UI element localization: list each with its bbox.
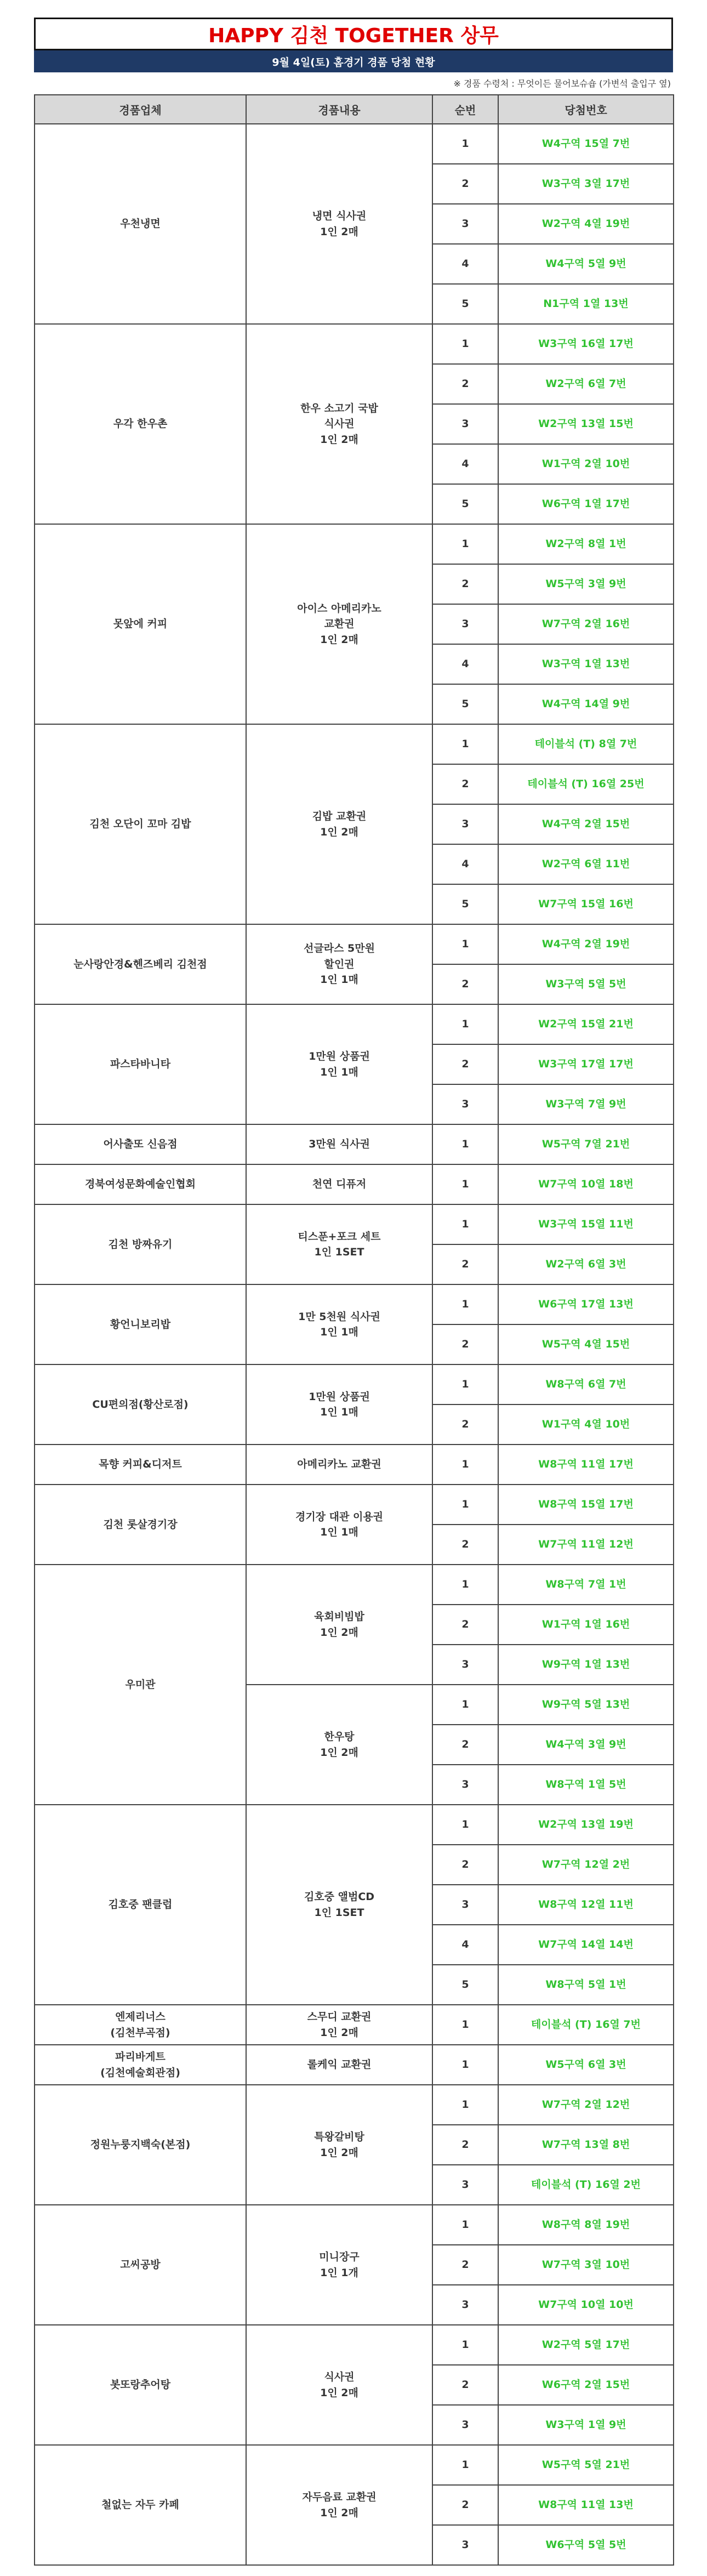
winning-seat-cell: W2구역 6열 3번 [498,1244,674,1284]
table-row [35,2325,674,2365]
prize-content-line: 1인 1SET [314,1246,364,1258]
draw-order-cell: 1 [432,2045,498,2085]
draw-order-cell: 2 [432,1605,498,1645]
vendor-name-line: 김천 오단이 꼬마 김밥 [89,818,191,831]
winning-seat-cell: W2구역 6열 11번 [498,844,674,884]
draw-order-cell: 3 [432,404,498,444]
draw-order-cell: 1 [432,1364,498,1404]
prize-content-cell [246,2045,432,2085]
prize-content-line: 육회비빔밥 [314,1611,364,1623]
winning-seat-cell: W9구역 1열 13번 [498,1645,674,1685]
table-row [35,1164,674,1204]
table-row [35,1124,674,1164]
winning-seat-cell: W7구역 14열 14번 [498,1925,674,1965]
winning-seat-cell: W7구역 15열 16번 [498,884,674,924]
vendor-cell [35,2325,246,2445]
winning-seat-cell: W2구역 15열 21번 [498,1004,674,1044]
draw-order-cell: 2 [432,1725,498,1765]
winning-seat-cell: W8구역 5열 1번 [498,1965,674,2005]
prize-content-line: 한우 소고기 국밥 [300,402,378,414]
vendor-name-line: 봇또랑추어탕 [110,2379,171,2391]
draw-order-cell: 1 [432,1805,498,1845]
vendor-name-line: (김천부곡점) [110,2026,170,2039]
draw-order-cell: 1 [432,2005,498,2045]
draw-order-cell: 3 [432,804,498,844]
draw-order-cell: 1 [432,2085,498,2125]
prize-content-line: 1인 2매 [320,225,358,238]
winning-seat-cell: W5구역 5열 21번 [498,2445,674,2485]
draw-order-cell: 2 [432,2245,498,2285]
prize-content-line: 1인 1SET [314,1906,364,1919]
prize-content-line: 김밥 교환권 [312,810,367,822]
prize-content-line: 식사권 [324,2371,355,2383]
draw-order-cell: 5 [432,1965,498,2005]
draw-order-cell: 5 [432,484,498,524]
draw-order-cell: 2 [432,1404,498,1445]
winning-seat-cell: N1구역 1열 13번 [498,284,674,324]
draw-order-cell: 3 [432,1765,498,1805]
prize-content-line: 롤케익 교환권 [307,2058,372,2071]
winning-seat-cell: W3구역 1열 13번 [498,644,674,684]
prize-content-line: 티스푼+포크 세트 [298,1230,381,1243]
vendor-cell [35,324,246,524]
draw-order-cell: 2 [432,1525,498,1565]
draw-order-cell: 3 [432,604,498,644]
vendor-cell [35,124,246,324]
vendor-cell [35,1164,246,1204]
table-row [35,524,674,564]
vendor-cell [35,2045,246,2085]
prize-content-line: 1만원 상품권 [309,1050,370,1062]
draw-order-cell: 4 [432,1925,498,1965]
prize-content-cell [246,124,432,324]
vendor-cell [35,1204,246,1284]
prize-content-line: 1인 1매 [320,1326,358,1338]
vendor-cell [35,1805,246,2005]
prize-content-cell [246,1364,432,1445]
prize-content-line: 1인 2매 [320,2146,358,2159]
table-row [35,2445,674,2485]
draw-order-cell: 1 [432,2205,498,2245]
prize-content-line: 1인 2매 [320,2026,358,2039]
winning-seat-cell: W9구역 5열 13번 [498,1685,674,1725]
draw-order-cell: 1 [432,524,498,564]
table-row [35,2045,674,2085]
prize-content-line: 할인권 [324,958,355,970]
prize-content-line: 1인 2매 [320,633,358,646]
winning-seat-cell: W8구역 1열 5번 [498,1765,674,1805]
prize-content-line: 아이스 아메리카노 [297,602,381,615]
prize-content-cell [246,324,432,524]
winning-seat-cell: W6구역 17열 13번 [498,1284,674,1324]
winning-seat-cell: W3구역 7열 9번 [498,1084,674,1124]
draw-order-cell: 4 [432,244,498,284]
winning-seat-cell: W6구역 5열 5번 [498,2525,674,2565]
prize-content-line: 1인 1매 [320,1406,358,1418]
prize-content-cell [246,2325,432,2445]
winning-seat-cell: W4구역 14열 9번 [498,684,674,724]
prize-content-line: 1인 2매 [320,826,358,838]
vendor-name-line: 고씨공방 [120,2259,161,2271]
prize-content-line: 한우탕 [324,1731,355,1743]
draw-order-cell: 5 [432,884,498,924]
prize-content-cell [246,924,432,1004]
vendor-name-line: (김천예술회관점) [100,2066,180,2079]
prize-content-line: 1인 2매 [320,1746,358,1759]
table-row [35,1204,674,1244]
winning-seat-cell: W7구역 2열 12번 [498,2085,674,2125]
table-row [35,1284,674,1324]
prize-content-line: 교환권 [324,618,355,630]
draw-order-cell: 2 [432,164,498,204]
winning-seat-cell: W4구역 15열 7번 [498,124,674,164]
prize-content-cell [246,1204,432,1284]
prize-content-cell [246,2205,432,2325]
vendor-cell [35,1364,246,1445]
draw-order-cell: 3 [432,1645,498,1685]
winning-seat-cell: 테이블석 (T) 8열 7번 [498,724,674,764]
winning-seat-cell: W3구역 16열 17번 [498,324,674,364]
draw-order-cell: 4 [432,444,498,484]
winning-seat-cell: W3구역 3열 17번 [498,164,674,204]
winning-seat-cell: W5구역 4열 15번 [498,1324,674,1364]
winning-seat-cell: W2구역 4열 19번 [498,204,674,244]
vendor-name-line: 파리바게트 [115,2051,166,2063]
prize-content-cell [246,1565,432,1685]
draw-order-cell: 1 [432,1284,498,1324]
draw-order-cell: 2 [432,1044,498,1084]
vendor-name-line: 철없는 자두 카페 [101,2499,179,2511]
vendor-name-line: 못앞에 커피 [113,618,168,630]
vendor-cell [35,924,246,1004]
draw-order-cell: 1 [432,724,498,764]
draw-order-cell: 1 [432,1685,498,1725]
vendor-cell [35,2445,246,2565]
vendor-cell [35,1284,246,1364]
table-row [35,1364,674,1404]
winning-seat-cell: W3구역 15열 11번 [498,1204,674,1244]
draw-order-cell: 1 [432,2445,498,2485]
prize-content-cell [246,1805,432,2005]
table-row [35,124,674,164]
prize-content-line: 1인 1매 [320,1526,358,1538]
draw-order-cell: 3 [432,2405,498,2445]
prize-content-cell [246,2445,432,2565]
winning-seat-cell: W5구역 6열 3번 [498,2045,674,2085]
table-row [35,2085,674,2125]
winning-seat-cell: W4구역 2열 15번 [498,804,674,844]
table-body [35,124,674,2565]
draw-order-cell: 2 [432,1324,498,1364]
prize-content-line: 1인 1매 [320,1066,358,1078]
prize-content-cell [246,2005,432,2045]
draw-order-cell: 1 [432,1565,498,1605]
draw-order-cell: 3 [432,2165,498,2205]
table-row [35,1565,674,1605]
prize-content-line: 경기장 대관 이용권 [295,1510,384,1523]
vendor-cell [35,1485,246,1565]
winning-seat-cell: W8구역 11열 13번 [498,2485,674,2525]
winning-seat-cell: W2구역 6열 7번 [498,364,674,404]
winning-seat-cell: W7구역 2열 16번 [498,604,674,644]
event-subtitle: 9월 4일(토) 홈경기 경품 당첨 현황 [34,50,673,72]
vendor-name-line: 정원누룽지백숙(본점) [90,2139,191,2151]
prize-content-line: 아메리카노 교환권 [297,1458,381,1471]
prize-content-line: 천연 디퓨저 [312,1178,367,1191]
prize-content-cell [246,724,432,924]
draw-order-cell: 3 [432,2285,498,2325]
table-row [35,924,674,964]
winning-seat-cell: W1구역 1열 16번 [498,1605,674,1645]
prize-content-line: 1인 2매 [320,2386,358,2399]
draw-order-cell: 1 [432,1204,498,1244]
vendor-name-line: 김천 롯살경기장 [103,1518,178,1531]
winning-seat-cell: W6구역 1열 17번 [498,484,674,524]
draw-order-cell: 2 [432,364,498,404]
vendor-cell [35,724,246,924]
prize-content-cell [246,1004,432,1124]
draw-order-cell: 2 [432,964,498,1004]
prize-content-cell [246,1685,432,1805]
prize-content-line: 1만 5천원 식사권 [298,1310,380,1323]
table-row [35,1485,674,1525]
column-header-order: 순번 [432,95,498,124]
vendor-cell [35,1004,246,1124]
table-row [35,2205,674,2245]
draw-order-cell: 2 [432,1244,498,1284]
winning-seat-cell: W8구역 7열 1번 [498,1565,674,1605]
prize-content-cell [246,1445,432,1485]
prize-content-line: 1인 2매 [320,2506,358,2519]
draw-order-cell: 1 [432,1004,498,1044]
prize-content-line: 1인 2매 [320,1626,358,1639]
prize-winners-table [34,94,674,2566]
draw-order-cell: 2 [432,2365,498,2405]
prize-content-cell [246,2085,432,2205]
vendor-name-line: 경북여성문화예술인협회 [85,1178,196,1191]
vendor-cell [35,1124,246,1164]
winning-seat-cell: W2구역 5열 17번 [498,2325,674,2365]
winning-seat-cell: W4구역 5열 9번 [498,244,674,284]
winning-seat-cell: W8구역 12열 11번 [498,1885,674,1925]
winning-seat-cell: 테이블석 (T) 16열 7번 [498,2005,674,2045]
draw-order-cell: 1 [432,1164,498,1204]
draw-order-cell: 3 [432,1084,498,1124]
vendor-cell [35,524,246,724]
prize-content-line: 식사권 [324,418,355,430]
winning-seat-cell: W7구역 10열 18번 [498,1164,674,1204]
vendor-name-line: 어사출또 신음점 [103,1138,178,1151]
page-title: HAPPY 김천 TOGETHER 상무 [34,18,673,50]
prize-content-cell [246,1284,432,1364]
vendor-cell [35,1565,246,1805]
winning-seat-cell: W7구역 3열 10번 [498,2245,674,2285]
winning-seat-cell: W7구역 13열 8번 [498,2125,674,2165]
draw-order-cell: 4 [432,844,498,884]
winning-seat-cell: W8구역 6열 7번 [498,1364,674,1404]
draw-order-cell: 5 [432,284,498,324]
prize-content-line: 1만원 상품권 [309,1390,370,1403]
prize-content-cell [246,524,432,724]
draw-order-cell: 1 [432,1445,498,1485]
prize-content-line: 선글라스 5만원 [304,942,375,955]
draw-order-cell: 3 [432,204,498,244]
prize-content-line: 김호중 앨범CD [304,1891,375,1903]
draw-order-cell: 1 [432,1485,498,1525]
column-header-winner: 당첨번호 [498,95,674,124]
draw-order-cell: 3 [432,2525,498,2565]
table-row [35,724,674,764]
prize-content-line: 1인 1개 [320,2266,358,2279]
draw-order-cell: 1 [432,124,498,164]
prize-content-line: 3만원 식사권 [309,1138,370,1151]
vendor-name-line: 목향 커피&디저트 [99,1458,182,1471]
winning-seat-cell: W7구역 11열 12번 [498,1525,674,1565]
draw-order-cell: 2 [432,764,498,804]
winning-seat-cell: W1구역 4열 10번 [498,1404,674,1445]
winning-seat-cell: W5구역 3열 9번 [498,564,674,604]
winning-seat-cell: W3구역 1열 9번 [498,2405,674,2445]
winning-seat-cell: 테이블석 (T) 16열 25번 [498,764,674,804]
winning-seat-cell: W3구역 17열 17번 [498,1044,674,1084]
vendor-name-line: 파스타바니타 [110,1058,171,1071]
winning-seat-cell: W8구역 11열 17번 [498,1445,674,1485]
vendor-name-line: 엔제리너스 [115,2011,166,2023]
column-header-prize: 경품내용 [246,95,432,124]
vendor-name-line: 김천 방짜유기 [108,1238,173,1250]
draw-order-cell: 1 [432,324,498,364]
draw-order-cell: 1 [432,924,498,964]
prize-content-line: 특왕갈비탕 [314,2131,364,2143]
prize-content-cell [246,1485,432,1565]
vendor-name-line: 우미관 [125,1678,156,1691]
winning-seat-cell: W2구역 13열 15번 [498,404,674,444]
table-row [35,1004,674,1044]
prize-content-line: 냉면 식사권 [312,210,367,222]
prize-content-line: 1인 2매 [320,433,358,446]
vendor-cell [35,1445,246,1485]
draw-order-cell: 5 [432,684,498,724]
draw-order-cell: 4 [432,644,498,684]
prize-content-line: 미니장구 [319,2251,360,2263]
draw-order-cell: 3 [432,1885,498,1925]
table-row [35,324,674,364]
prize-content-line: 1인 1매 [320,974,358,986]
draw-order-cell: 2 [432,564,498,604]
vendor-name-line: CU편의점(황산로점) [92,1398,189,1411]
pickup-note: ※ 경품 수령처 : 무엇이든 물어보슈숍 (가변석 출입구 옆) [453,78,671,89]
prize-content-cell [246,1124,432,1164]
prize-content-cell [246,1164,432,1204]
winning-seat-cell: W8구역 15열 17번 [498,1485,674,1525]
winning-seat-cell: W5구역 7열 21번 [498,1124,674,1164]
vendor-name-line: 김호중 팬클럽 [108,1898,173,1911]
vendor-cell [35,2085,246,2205]
vendor-name-line: 우천냉면 [120,218,161,230]
column-header-vendor: 경품업체 [35,95,246,124]
winning-seat-cell: W6구역 2열 15번 [498,2365,674,2405]
winning-seat-cell: 테이블석 (T) 16열 2번 [498,2165,674,2205]
table-row [35,1805,674,1845]
draw-order-cell: 1 [432,2325,498,2365]
winning-seat-cell: W3구역 5열 5번 [498,964,674,1004]
draw-order-cell: 2 [432,2125,498,2165]
vendor-name-line: 눈사랑안경&헨즈베리 김천점 [73,958,207,970]
vendor-cell [35,2205,246,2325]
vendor-name-line: 황언니보리밥 [110,1318,171,1330]
draw-order-cell: 2 [432,2485,498,2525]
table-header-row [35,95,674,124]
winning-seat-cell: W8구역 8열 19번 [498,2205,674,2245]
prize-content-line: 자두음료 교환권 [302,2491,377,2503]
winning-seat-cell: W4구역 2열 19번 [498,924,674,964]
winning-seat-cell: W7구역 12열 2번 [498,1845,674,1885]
draw-order-cell: 2 [432,1845,498,1885]
draw-order-cell: 1 [432,1124,498,1164]
vendor-name-line: 우각 한우촌 [113,418,168,430]
winning-seat-cell: W2구역 8열 1번 [498,524,674,564]
winning-seat-cell: W2구역 13열 19번 [498,1805,674,1845]
table-row [35,1445,674,1485]
winning-seat-cell: W1구역 2열 10번 [498,444,674,484]
vendor-cell [35,2005,246,2045]
winning-seat-cell: W4구역 3열 9번 [498,1725,674,1765]
prize-content-line: 스무디 교환권 [307,2011,372,2023]
winning-seat-cell: W7구역 10열 10번 [498,2285,674,2325]
table-row [35,2005,674,2045]
